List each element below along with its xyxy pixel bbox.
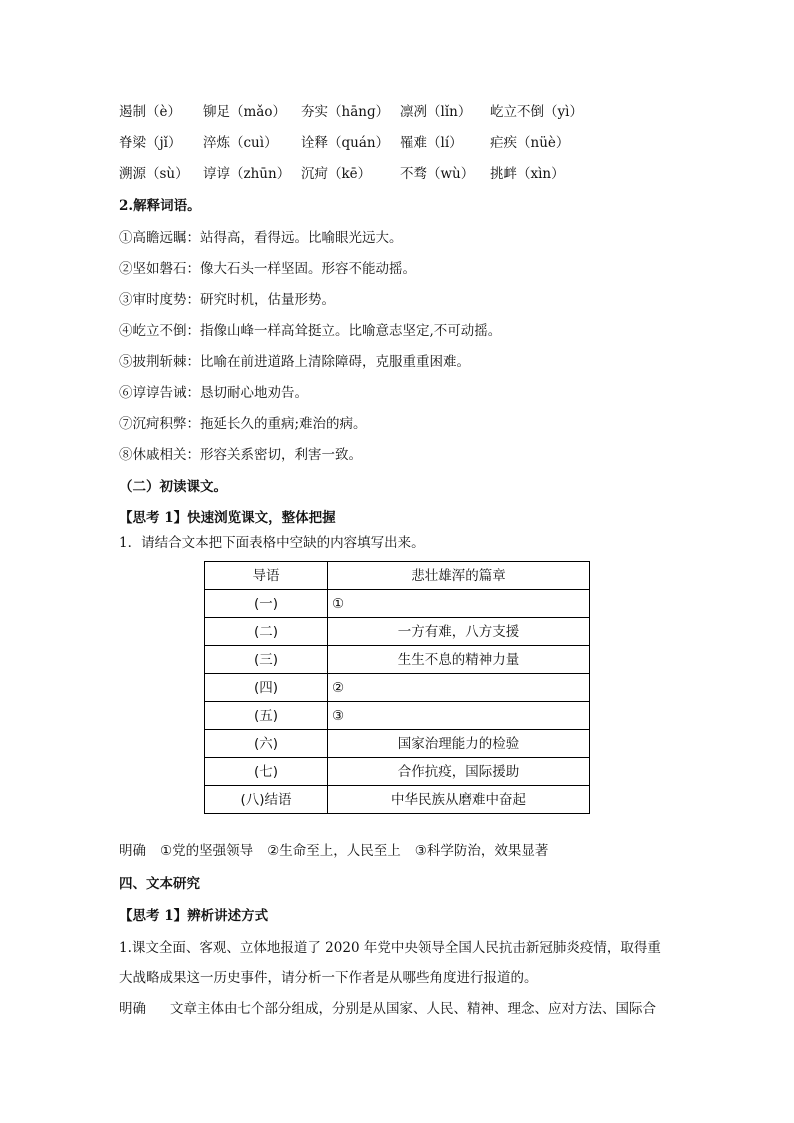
table-cell: ① <box>328 590 590 618</box>
definition-item: ⑦沉疴积弊：拖延长久的重病;难治的病。 <box>119 416 367 432</box>
table-header-cell: 导语 <box>205 562 328 590</box>
answer-label: 明确 <box>119 1001 146 1017</box>
pinyin-item: 溯源（sù） <box>119 166 189 182</box>
pinyin-item: 不骛（wù） <box>400 166 475 182</box>
pinyin-item: 谆谆（zhūn） <box>203 166 291 182</box>
definition-item: ④屹立不倒：指像山峰一样高耸挺立。比喻意志坚定,不可动摇。 <box>119 323 502 339</box>
part-heading: （二）初读课文。 <box>119 479 227 495</box>
table-cell: (四) <box>205 674 328 702</box>
table-row <box>205 674 590 702</box>
table-cell: ② <box>328 674 590 702</box>
think-heading: 【思考 1】快速浏览课文，整体把握 <box>119 510 336 526</box>
table-cell: 生生不息的精神力量 <box>328 646 590 674</box>
table-cell: (六) <box>205 730 328 758</box>
table-cell: 合作抗疫，国际援助 <box>328 758 590 786</box>
table-cell: (三) <box>205 646 328 674</box>
definition-item: ③审时度势：研究时机，估量形势。 <box>119 292 335 308</box>
pinyin-item: 罹难（lí） <box>400 135 463 151</box>
table-cell: 国家治理能力的检验 <box>328 730 590 758</box>
table-header-cell: 悲壮雄浑的篇章 <box>328 562 590 590</box>
pinyin-item: 疟疾（nüè） <box>490 135 570 151</box>
definition-item: ②坚如磐石：像大石头一样坚固。形容不能动摇。 <box>119 261 416 277</box>
table-cell: (七) <box>205 758 328 786</box>
pinyin-item: 沉疴（kē） <box>301 166 372 182</box>
definition-item: ①高瞻远瞩：站得高，看得远。比喻眼光远大。 <box>119 230 403 246</box>
pinyin-item: 挑衅（xìn） <box>490 166 565 182</box>
question-text: 1.课文全面、客观、立体地报道了 2020 年党中央领导全国人民抗击新冠肺炎疫情，取得重 <box>119 940 661 956</box>
answer-label: 明确 <box>119 843 146 859</box>
pinyin-item: 遏制（è） <box>119 104 181 120</box>
answer-item: ②生命至上，人民至上 <box>267 843 401 859</box>
pinyin-item: 屹立不倒（yì） <box>490 104 583 120</box>
table-row <box>205 646 590 674</box>
pinyin-item: 淬炼（cuì） <box>203 135 278 151</box>
section-heading: 四、文本研究 <box>119 876 200 892</box>
table-row <box>205 702 590 730</box>
table-row <box>205 618 590 646</box>
table-cell: 一方有难，八方支援 <box>328 618 590 646</box>
section-heading: 2.解释词语。 <box>119 198 201 214</box>
pinyin-item: 凛冽（lǐn） <box>400 104 472 120</box>
definition-item: ⑤披荆斩棘：比喻在前进道路上清除障碍，克服重重困难。 <box>119 354 470 370</box>
think-heading: 【思考 1】辨析讲述方式 <box>119 908 269 924</box>
table-cell: (一) <box>205 590 328 618</box>
answer-item: ①党的坚强领导 <box>160 843 254 859</box>
table-row <box>205 590 590 618</box>
answer-item: ③科学防治，效果显著 <box>414 843 549 859</box>
table-row <box>205 730 590 758</box>
pinyin-item: 铆足（mǎo） <box>203 104 286 120</box>
pinyin-item: 诠释（quán） <box>301 135 390 151</box>
answer-line <box>119 999 656 1019</box>
table-cell: (五) <box>205 702 328 730</box>
table-cell: 中华民族从磨难中奋起 <box>328 786 590 814</box>
table-row <box>205 758 590 786</box>
definition-item: ⑧休戚相关：形容关系密切，利害一致。 <box>119 447 362 463</box>
table-cell: ③ <box>328 702 590 730</box>
table-cell: (八)结语 <box>205 786 328 814</box>
table-cell: (二) <box>205 618 328 646</box>
question-text: 1．请结合文本把下面表格中空缺的内容填写出来。 <box>119 535 425 551</box>
pinyin-item: 夯实（hānɡ） <box>301 104 390 120</box>
guide-table <box>204 561 590 814</box>
answer-text: 文章主体由七个部分组成，分别是从国家、人民、精神、理念、应对方法、国际合 <box>170 1001 656 1017</box>
definition-item: ⑥谆谆告诫：恳切耐心地劝告。 <box>119 385 308 401</box>
answer-line <box>119 841 548 861</box>
question-text: 大战略成果这一历史事件，请分析一下作者是从哪些角度进行报道的。 <box>119 970 538 986</box>
table-row <box>205 786 590 814</box>
table-header-row <box>205 562 590 590</box>
pinyin-item: 脊梁（jǐ） <box>119 135 182 151</box>
